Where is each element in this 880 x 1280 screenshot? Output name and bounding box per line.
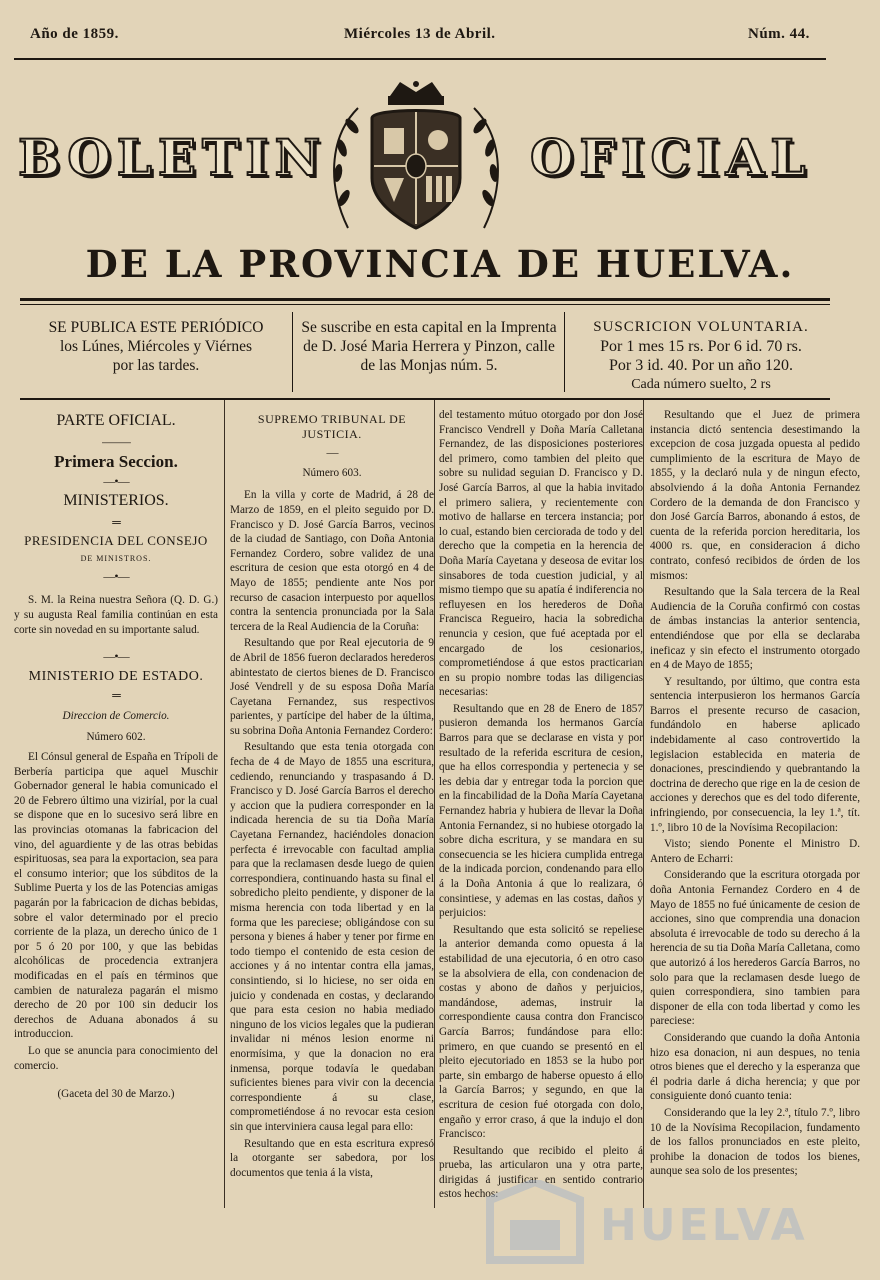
issue-date: Miércoles 13 de Abril. (344, 26, 496, 42)
direccion-heading: Direccion de Comercio. (62, 709, 170, 722)
price-line: Cada número suelto, 2 rs (631, 377, 771, 392)
paragraph: Lo que se anuncia para conocimiento del comercio. (14, 1044, 218, 1072)
ornament-divider: —•— (103, 568, 129, 583)
subscription-info (296, 318, 562, 375)
price-info (566, 318, 836, 394)
paragraph: S. M. la Reina nuestra Señora (Q. D. G.) y su augusta Real familia continúan en esta corte sin novedad en su importante salud. (14, 594, 218, 636)
price-line: Por 1 mes 15 rs. Por 6 id. 70 rs. (600, 338, 802, 355)
paragraph: Resultando que en esta escritura expresó la otorgante ser sabedora, por los documentos que tenia á la vista, (230, 1137, 434, 1179)
archive-watermark (480, 1180, 860, 1270)
publication-line: SE PUBLICA ESTE PERIÓDICO (48, 319, 264, 336)
column-3 (439, 408, 643, 1220)
issue-number: Núm. 44. (748, 26, 810, 42)
paragraph: Visto; siendo Ponente el Ministro D. Antero de Echarri: (650, 838, 860, 865)
paragraph: Resultando que la Sala tercera de la Real Audiencia de la Coruña confirmó con costas de ámbas instancias la anterior sentencia, entendiéndose que por ella se declaraba ineficaz y sin efecto el instrumento otorgado en 4 de Mayo de 1855; (650, 586, 860, 672)
title-rule-bottom (20, 304, 830, 305)
paragraph: Resultando que por Real ejecutoria de 9 de Abril de 1856 fueron declarados herederos abintestato de ciertos bienes de D. Francisco José Vendrell y de su esposa Doña María Cayetana Fernandez, sus respectivos parientes, y partícipe del haber de la última, su sobrina Doña Antonia Fernandez Cordero: (230, 637, 434, 737)
presidencia-heading: PRESIDENCIA DEL CONSEJO (24, 532, 208, 548)
de-ministros-heading: DE MINISTROS. (80, 554, 152, 564)
header-rule (14, 58, 826, 60)
publication-line: los Lúnes, Miércoles y Viérnes (59, 338, 253, 355)
title-left: BOLETIN (18, 128, 327, 187)
publication-info (22, 318, 290, 375)
numero-603: Número 603. (302, 466, 362, 479)
column-divider (224, 400, 225, 1208)
subscription-line: de D. José Maria Herrera y Pinzon, calle (303, 338, 555, 355)
paragraph: Considerando que cuando la doña Antonia hizo esa donacion, ni aun despues, no tenia otros bienes que el derecho y la esperanza que él podria darle á dicha herencia; y que por consiguiente donó cuanto tenia: (650, 1031, 860, 1103)
year: Año de 1859. (30, 26, 119, 42)
ministerio-estado-heading: MINISTERIO DE ESTADO. (28, 668, 204, 684)
paragraph: Considerando que la ley 2.ª, título 7.º, libro 10 de la Novísima Recopilacion, fundamento de los fallos pronunciados en este pleito, prohibe la donacion de todos los bienes, aunque sea solo de los presentes; (650, 1106, 860, 1178)
ornament-divider: ⸻ (101, 434, 131, 449)
paragraph: En la villa y corte de Madrid, á 28 de Marzo de 1859, en el pleito seguido por D. Francisco y D. José García Barros, vecinos de la ciudad de Santiago, con Doña Antonia Fernandez Cordero, sobre validez de una escritura de cesion que esta otorgó en 4 de Mayo de 1855; pendiente ante Nos por recurso de casacion interpuesto por aquellos contra la sentencia pronunciada por la Sala tercera de la Real Audiencia de la Coruña: (230, 489, 434, 633)
ornament-divider: —•— (103, 649, 129, 664)
title-right: OFICIAL (530, 128, 812, 187)
paragraph: del testamento mútuo otorgado por don José Francisco Vendrell y Doña María Calletana Fernandez, de las disposiciones posteriores del primero, como tambien del pleito que sobre su nulidad seguian D. Francisco y D. José García Barros, al que la habia invitado el primero saliera, y recientemente con motivo de hallarse en tercera instancia; por lo cual, estando bien cerciorada de todo y del derecho que la competia en la herencia de Doña María Cayetana y deseosa de evitar los sinsabores de toda cuestion judicial, y al mismo tiempo que su apatía é indiferencia no refluyesen en los herederos de Doña Francisca Regueiro, hacia la sobredicha renuncia y cesion, que fué aceptada por el encargado de los cesionarios, comprometiéndose á que estos practicarian en su propio nombre todas las diligencias necesarias: (439, 409, 643, 699)
paragraph: Resultando que recibido el pleito á prueba, las articularon una y otra parte, dirigidas á justificar en sentido contrario estos hechos: (439, 1144, 643, 1201)
subscription-line: Se suscribe en esta capital en la Imprenta (301, 319, 557, 336)
paragraph: Resultando que en 28 de Enero de 1857 pusieron demanda los hermanos García Barros para que se declarase en vista y por resultado de la referida escritura de cesion, que ha ellos correspondia y pertenecia y se les debia dar y entregar toda la porcion que en la fincabilidad de la Doña María Cayetana Fernandez habria y hubiera de llevar la Doña Antonia Fernandez, si no hubiese otorgado la sobre dicha escritura, y se mandara en su consecuencia se les hiciera cumplida entrega de la indicada porcion, condenando para ello á la Doña Antonia á que lo realizara, ó consintiese, y ademas en las costas, daños y perjuicios: (439, 702, 643, 920)
ornament-divider: —•— (103, 473, 129, 488)
watermark-text: HUELVA (600, 1200, 808, 1251)
ministerios-heading: MINISTERIOS. (63, 492, 169, 510)
paragraph: Resultando que esta solicitó se repeliese la anterior demanda como opuesta á la estabilidad de una ejecutoria, ó en otro caso se la absolviera de ella, con condenacion de costas y abono de daños y perjuicios, mandándose, ademas, instruir la correspondiente causa contra don Francisco García Barros; fundándose para ello: primero, en que cuando se presentó en el pleito ejecutoriado en 1853 se la hubo por parte, sin embargo de haberse opuesto á ello la García Barros; y segundo, en que la escritura de cesion fué otorgada con dolo, engaño y error craso, á que la indujo el don Francisco: (439, 923, 643, 1141)
primera-seccion-heading: Primera Seccion. (54, 452, 178, 472)
info-rule (20, 398, 830, 400)
numero-602: Número 602. (86, 730, 146, 743)
ornament-divider: ═ (112, 514, 120, 529)
paragraph: Resultando que esta tenia otorgada con fecha de 4 de Mayo de 1855 una escritura, cediendo, renunciando y traspasando á D. Francisco y D. José García Barros el derecho y accion que la pudiera corresponder en la indicada herencia de su tia Doña María Cayetana Fernandez, haciéndoles donacion perfecta é irrevocable con facultad amplia para que la reclamasen desde luego de quien correspondiera, continuando hasta su final el sobredicho pleito pendiente, y disponer de la misma herencia con toda libertad y en la forma que les pareciese; obligándose con su persona y bienes á haber y tener por firme en todo tiempo el contenido de esta cesion de acciones y á no intentar contra ella jamas, consintiendo, si lo hiciese, no ser oida en juicio y condenada en costas, y declarando que para esta cesion no habia mediado ninguno de los vicios legales que la pudieran invalidar ni ménos lesion enorme ni enormísima, y que la donacion no era inmensa, porque todavía le quedaban suficientes bienes para vivir con la decencia correspondiente á su clase, comprometiéndose á no revocar esta cesion sin que interviniera causa legal para ello: (230, 741, 434, 1133)
tribunal-heading: SUPREMO TRIBUNAL DE JUSTICIA. (257, 412, 407, 441)
price-line: Por 3 id. 40. Por un año 120. (609, 357, 793, 374)
info-divider (564, 312, 565, 392)
column-divider (434, 400, 435, 1208)
title-rule-top (20, 298, 830, 301)
paragraph: Considerando que la escritura otorgada por doña Antonia Fernandez Cordero en 4 de Mayo de 1855 no fué únicamente de cesion de acciones, sino que comprendia una donacion absoluta é irrevocable de todo su derecho á la herencia de su tia Doña María Calletana, como que autorizó á los herederos García Barros, no solo para que la reclamasen desde luego de quien correspondiera, sino tambien para disponer de ella con toda libertad y como les pareciese: (650, 869, 860, 1028)
paragraph: El Cónsul general de España en Trípoli de Berbería participa que aquel Muschir Gobernador general le habia comunicado el 20 de Febrero último una viziríal, por la cual se dispone que en lo sucesivo será libre en las provincias otomanas la fabricacion del vino, del aguardiente y de las otras bebidas espirituosas, sea para la exportacion, sea para el consumo interior; que los súbditos de la Sublime Puerta y los de las Potencias amigas pagarán por la fabricacion de dichas bebidas, sobre el valor determinado por el precio corriente de la plaza, un derecho único de 1 por 5 ó 20 por 100, y que las bebidas alcohólicas de procedencia extranjera modificadas en el país en términos que cambien de naturaleza pagarán el mismo derecho de 20 por 100 sin deducir los derechos de Aduana abonados á su introduccion. (14, 751, 218, 1041)
paragraph: Y resultando, por último, que contra esta sentencia interpusieron los hermanos García Barros el presente recurso de casacion, fundándolo en haberse aplicado indebidamente al caso controvertido la legislacion establecida en materia de donaciones, prescindiendo y quebrantando la doctrina de derecho que rige en la de cesion de acciones y derechos que es del todo diferente, infringiendo, por consecuencia, la ley 1.ª, tít. 1.º, libro 10 de la Novísima Recopilacion: (650, 675, 860, 834)
ornament-divider: — (326, 445, 338, 460)
column-2 (230, 408, 434, 1220)
paragraph: Resultando que el Juez de primera instancia dictó sentencia desestimando la excepcion de cosa juzgada opuesta al pedido cumplimiento de la escritura de Mayo de 1855, y la declaró nula y de ningun efecto, absolviendo á la doña Antonia Fernandez Cordero de la demanda de don Francisco y don José García Barros, abonando á estos, de cuenta de la referida porcion hereditaria, los 4000 rs. que, en consideracion á dicho contrato, confesó recibidos de órden de los mismos: (650, 409, 860, 582)
subscription-line: de las Monjas núm. 5. (360, 357, 498, 374)
column-divider (643, 400, 644, 1208)
column-4 (650, 408, 860, 1220)
parte-oficial-heading: PARTE OFICIAL. (56, 412, 176, 429)
publication-line: por las tardes. (112, 357, 200, 374)
gaceta-reference: (Gaceta del 30 de Marzo.) (57, 1088, 175, 1101)
watermark-logo-icon (480, 1180, 590, 1270)
info-divider (292, 312, 293, 392)
coat-of-arms-icon (318, 78, 514, 236)
subtitle: DE LA PROVINCIA DE HUELVA. (85, 242, 795, 286)
column-1 (14, 408, 218, 1220)
ornament-divider: ═ (112, 688, 120, 703)
prices-title: SUSCRICION VOLUNTARIA. (593, 319, 809, 335)
